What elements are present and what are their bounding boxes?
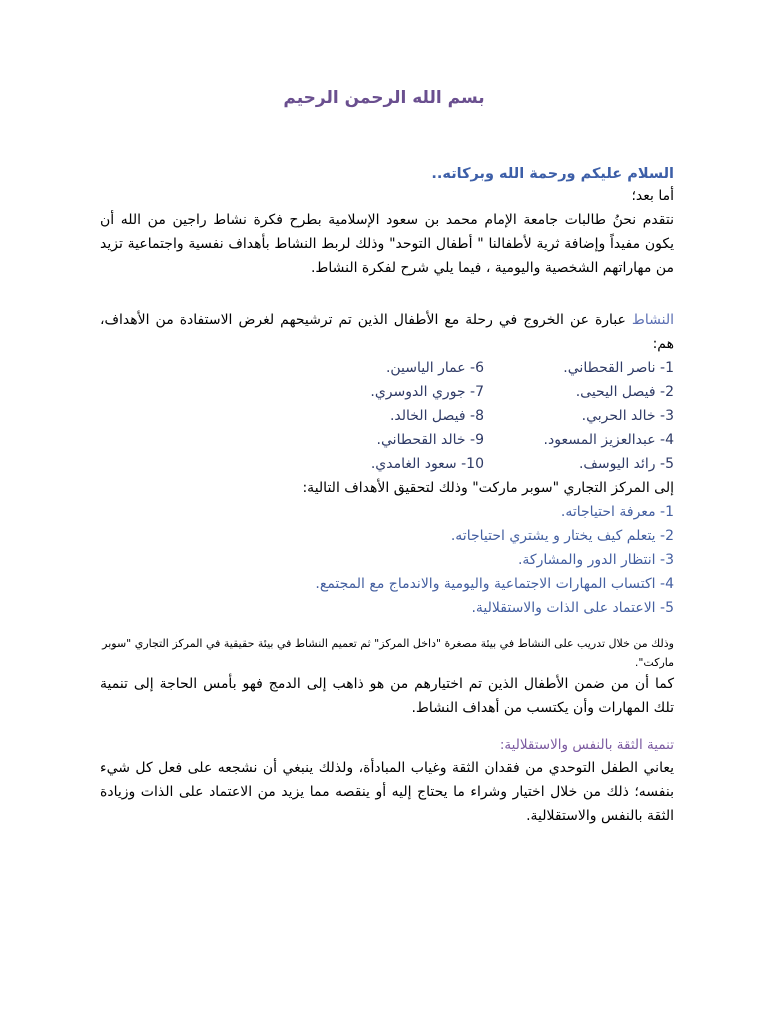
- selection-paragraph: كما أن من ضمن الأطفال الذين تم اختيارهم من هو ذاهب إلى الدمج فهو بأمس الحاجة إلى تنمية تلك المهارات وأن يكتسب من أهداف النشاط.: [100, 676, 674, 716]
- list-item: 8- فيصل الخالد.: [389, 408, 484, 424]
- section-paragraph: يعاني الطفل التوحدي من فقدان الثقة وغياب المبادأة، ولذلك ينبغي أن نشجعه على فعل كل شيء بنفسه؛ ذلك من خلال اختيار وشراء ما يحتاج إليه أو ينقصه مما يزيد من الاعتماد على الذات وزيادة الثقة بالنفس والاستقلالية.: [100, 760, 674, 824]
- destination-line: إلى المركز التجاري "سوبر ماركت" وذلك لتحقيق الأهداف التالية:: [302, 480, 674, 496]
- list-item: 2- فيصل اليحيى.: [575, 384, 674, 400]
- activity-paragraph: [100, 308, 674, 356]
- list-item: 3- خالد الحربي.: [581, 408, 674, 424]
- children-list: [100, 356, 674, 476]
- list-item: 5- رائد اليوسف.: [578, 456, 674, 472]
- list-item: 3- انتظار الدور والمشاركة.: [517, 552, 674, 568]
- section-heading: تنمية الثقة بالنفس والاستقلالية:: [499, 737, 674, 753]
- goals-list: [100, 500, 674, 620]
- activity-text: عبارة عن الخروج في رحلة مع الأطفال الذين تم ترشيحهم لغرض الاستفادة من الأهداف، هم:: [100, 312, 674, 352]
- list-item: 1- ناصر القحطاني.: [563, 360, 674, 376]
- activity-keyword: النشاط: [631, 312, 674, 328]
- list-item: 5- الاعتماد على الذات والاستقلالية.: [471, 600, 674, 616]
- list-item: 2- يتعلم كيف يختار و يشتري احتياجاته.: [450, 528, 674, 544]
- list-item: 10- سعود الغامدي.: [370, 456, 484, 472]
- page-title: بسم الله الرحمن الرحيم: [283, 88, 485, 108]
- greeting: السلام عليكم ورحمة الله وبركاته..: [431, 166, 674, 182]
- note-paragraph: وذلك من خلال تدريب على النشاط في بيئة مصغرة "داخل المركز" ثم تعميم النشاط في بيئة حقيقية في المركز التجاري "سوبر ماركت".: [102, 637, 674, 669]
- list-item: 1- معرفة احتياجاته.: [560, 504, 674, 520]
- intro-paragraph: نتقدم نحنُ طالبات جامعة الإمام محمد بن سعود الإسلامية بطرح فكرة نشاط راجين من الله أن يكون مفيداً وإضافة ثرية لأطفالنا " أطفال التوحد" وذلك لربط النشاط بأهداف نفسية واجتماعية تزيد من مهاراتهم الشخصية واليومية ، فيما يلي شرح لفكرة النشاط.: [100, 212, 674, 276]
- list-item: 6- عمار الياسين.: [385, 360, 484, 376]
- list-item: 7- جوري الدوسري.: [370, 384, 484, 400]
- list-item: 4- عبدالعزيز المسعود.: [543, 432, 674, 448]
- list-item: 4- اكتساب المهارات الاجتماعية واليومية والاندماج مع المجتمع.: [315, 576, 674, 592]
- intro-opening: أما بعد؛: [631, 188, 674, 204]
- list-item: 9- خالد القحطاني.: [376, 432, 484, 448]
- document-body: [100, 164, 674, 828]
